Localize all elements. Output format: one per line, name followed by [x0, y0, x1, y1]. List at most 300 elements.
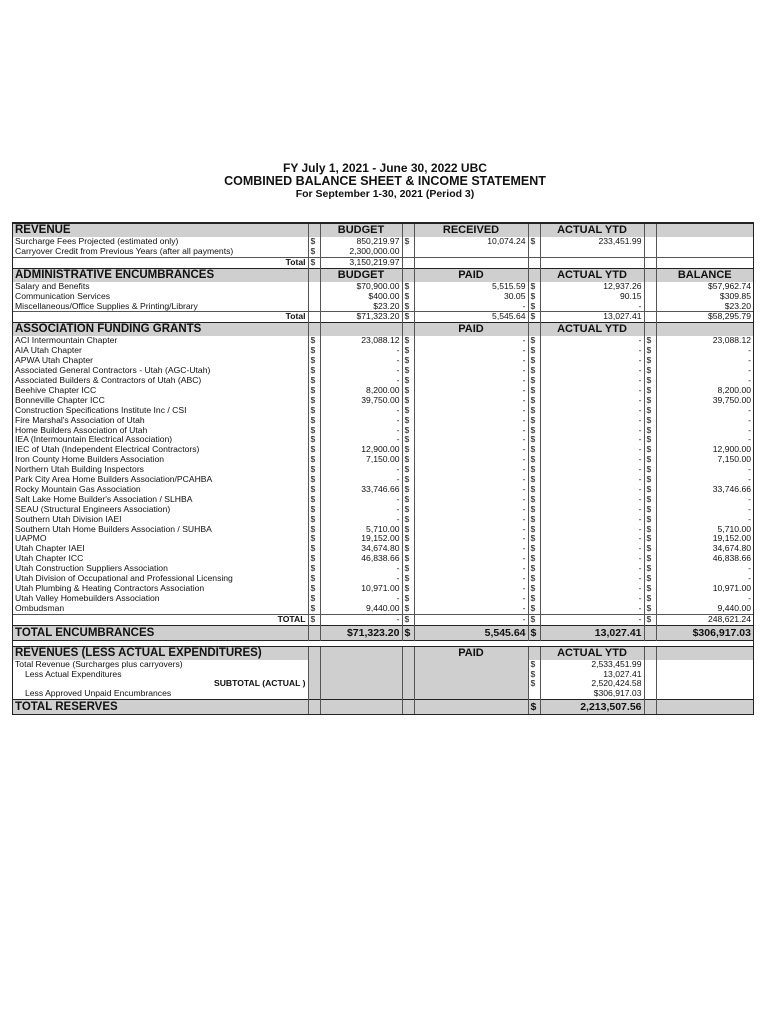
actual-value: -	[540, 435, 644, 445]
dollar-sign: $	[644, 455, 656, 465]
row-label: Utah Chapter IAEI	[15, 544, 85, 554]
total-encumbrances-actual: 13,027.41	[540, 625, 644, 640]
rle-header	[13, 646, 753, 660]
dollar-sign: $	[644, 426, 656, 436]
dollar-sign: $	[528, 356, 540, 366]
cell	[402, 323, 414, 337]
actual-value: 2,520,424.58	[540, 679, 644, 689]
actual-value: 90.15	[540, 292, 644, 302]
dollar-sign: $	[644, 366, 656, 376]
dollar-sign: $	[402, 302, 414, 312]
dollar-sign: $	[402, 515, 414, 525]
dollar-sign: $	[528, 505, 540, 515]
table-row	[13, 660, 753, 670]
cell	[414, 660, 528, 670]
total-encumbrances-balance: $306,917.03	[656, 625, 753, 640]
cell	[656, 646, 753, 660]
dollar-sign: $	[528, 376, 540, 386]
paid-value: -	[414, 475, 528, 485]
actual-value: -	[540, 515, 644, 525]
actual-value: -	[540, 485, 644, 495]
row-label: Rocky Mountain Gas Association	[15, 484, 141, 494]
balance-value: -	[656, 356, 753, 366]
dollar-sign: $	[528, 534, 540, 544]
budget-value: 10,971.00	[320, 584, 402, 594]
dollar-sign: $	[308, 237, 320, 247]
budget-value: -	[320, 505, 402, 515]
total-balance-value: 248,621.24	[656, 614, 753, 625]
budget-value: -	[320, 416, 402, 426]
dollar-sign: $	[402, 534, 414, 544]
cell	[656, 247, 753, 257]
section-title: ADMINISTRATIVE ENCUMBRANCES	[13, 268, 308, 282]
actual-value	[540, 247, 644, 257]
dollar-sign	[528, 689, 540, 699]
total-label: Total	[13, 257, 308, 268]
budget-value: -	[320, 435, 402, 445]
balance-value: 10,971.00	[656, 584, 753, 594]
total-budget-value: $71,323.20	[320, 312, 402, 323]
row-label: APWA Utah Chapter	[15, 356, 94, 366]
dollar-sign	[402, 247, 414, 257]
dollar-sign: $	[528, 679, 540, 689]
row-label: AIA Utah Chapter	[15, 346, 82, 356]
dollar-sign: $	[402, 455, 414, 465]
balance-value: -	[656, 406, 753, 416]
dollar-sign: $	[402, 312, 414, 323]
actual-value: -	[540, 376, 644, 386]
total-encumbrances-label: TOTAL ENCUMBRANCES	[13, 625, 308, 640]
dollar-sign: $	[644, 376, 656, 386]
cell	[644, 660, 656, 670]
paid-value: -	[414, 386, 528, 396]
paid-value: -	[414, 346, 528, 356]
dollar-sign: $	[644, 475, 656, 485]
table-row	[13, 376, 753, 386]
dollar-sign: $	[528, 396, 540, 406]
table-row	[13, 554, 753, 564]
dollar-sign: $	[528, 700, 540, 715]
budget-value: 33,746.66	[320, 485, 402, 495]
column-header-actual-ytd: ACTUAL YTD	[540, 224, 644, 238]
total-reserves-value: 2,213,507.56	[540, 700, 644, 715]
cell	[414, 679, 528, 689]
cell	[414, 257, 528, 268]
cell	[320, 646, 402, 660]
dollar-sign: $	[528, 282, 540, 292]
dollar-sign: $	[528, 292, 540, 302]
table-row	[13, 564, 753, 574]
dollar-sign: $	[308, 435, 320, 445]
dollar-sign: $	[308, 445, 320, 455]
dollar-sign: $	[644, 346, 656, 356]
dollar-sign: $	[644, 515, 656, 525]
dollar-sign: $	[644, 336, 656, 346]
paid-value: -	[414, 336, 528, 346]
dollar-sign: $	[308, 336, 320, 346]
cell	[308, 224, 320, 238]
column-header-actual-ytd: ACTUAL YTD	[540, 323, 644, 337]
cell	[308, 292, 320, 302]
dollar-sign: $	[308, 465, 320, 475]
balance-value: -	[656, 475, 753, 485]
cell	[528, 323, 540, 337]
cell	[644, 247, 656, 257]
paid-value: -	[414, 554, 528, 564]
dollar-sign: $	[644, 505, 656, 515]
dollar-sign: $	[308, 534, 320, 544]
dollar-sign: $	[308, 257, 320, 268]
actual-value: -	[540, 505, 644, 515]
table-row	[13, 416, 753, 426]
paid-value: -	[414, 495, 528, 505]
actual-value: -	[540, 386, 644, 396]
column-header-balance: BALANCE	[656, 268, 753, 282]
cell	[528, 257, 540, 268]
cell	[320, 323, 402, 337]
cell	[528, 224, 540, 238]
cell	[308, 302, 320, 312]
balance-value: -	[656, 366, 753, 376]
dollar-sign: $	[402, 614, 414, 625]
dollar-sign: $	[402, 376, 414, 386]
dollar-sign: $	[528, 574, 540, 584]
row-label: Utah Construction Suppliers Association	[15, 564, 168, 574]
row-label: Utah Division of Occupational and Professional Licensing	[15, 574, 233, 584]
cell	[402, 700, 414, 715]
cell	[656, 660, 753, 670]
total-reserves-row	[13, 700, 753, 715]
actual-value: 2,533,451.99	[540, 660, 644, 670]
dollar-sign: $	[308, 485, 320, 495]
dollar-sign: $	[528, 485, 540, 495]
grants-total-row	[13, 614, 753, 625]
received-value	[414, 247, 528, 257]
paid-value: -	[414, 302, 528, 312]
dollar-sign: $	[308, 247, 320, 257]
report-title-statement: COMBINED BALANCE SHEET & INCOME STATEMENT	[224, 174, 546, 188]
budget-value: 19,152.00	[320, 534, 402, 544]
cell	[644, 224, 656, 238]
balance-value: 12,900.00	[656, 445, 753, 455]
cell	[402, 660, 414, 670]
dollar-sign: $	[528, 302, 540, 312]
cell	[320, 679, 402, 689]
actual-value: -	[540, 574, 644, 584]
table-row	[13, 445, 753, 455]
row-label: Bonneville Chapter ICC	[15, 395, 105, 405]
balance-value: -	[656, 505, 753, 515]
paid-value: -	[414, 604, 528, 614]
dollar-sign: $	[402, 282, 414, 292]
actual-value: -	[540, 534, 644, 544]
budget-value: -	[320, 495, 402, 505]
report-title-period: For September 1-30, 2021 (Period 3)	[295, 188, 475, 200]
paid-value: 30.05	[414, 292, 528, 302]
budget-value: -	[320, 564, 402, 574]
dollar-sign: $	[308, 525, 320, 535]
dollar-sign: $	[308, 386, 320, 396]
dollar-sign: $	[644, 544, 656, 554]
dollar-sign: $	[402, 465, 414, 475]
paid-value: -	[414, 406, 528, 416]
actual-value: -	[540, 604, 644, 614]
dollar-sign: $	[308, 594, 320, 604]
actual-value: -	[540, 302, 644, 312]
dollar-sign: $	[402, 336, 414, 346]
paid-value: -	[414, 396, 528, 406]
budget-value: $70,900.00	[320, 282, 402, 292]
table-row	[13, 455, 753, 465]
dollar-sign: $	[308, 416, 320, 426]
dollar-sign: $	[402, 564, 414, 574]
dollar-sign: $	[402, 435, 414, 445]
actual-value: -	[540, 594, 644, 604]
total-actual-value: -	[540, 614, 644, 625]
table-row	[13, 336, 753, 346]
actual-value: -	[540, 584, 644, 594]
cell	[656, 323, 753, 337]
dollar-sign: $	[308, 406, 320, 416]
cell	[644, 646, 656, 660]
dollar-sign: $	[644, 525, 656, 535]
budget-value: -	[320, 406, 402, 416]
actual-value: -	[540, 495, 644, 505]
total-balance-value: $58,295.79	[656, 312, 753, 323]
column-header-actual-ytd: ACTUAL YTD	[540, 268, 644, 282]
dollar-sign: $	[402, 554, 414, 564]
cell	[644, 670, 656, 680]
paid-value: -	[414, 465, 528, 475]
column-header-budget: BUDGET	[320, 224, 402, 238]
dollar-sign: $	[402, 574, 414, 584]
dollar-sign: $	[644, 554, 656, 564]
budget-value: 7,150.00	[320, 455, 402, 465]
table-row	[13, 396, 753, 406]
empty-header-cell	[656, 224, 753, 238]
balance-value: -	[656, 574, 753, 584]
actual-value: -	[540, 465, 644, 475]
dollar-sign: $	[644, 465, 656, 475]
dollar-sign: $	[528, 445, 540, 455]
row-label: Ombudsman	[15, 603, 65, 613]
table-row	[13, 495, 753, 505]
table-row	[13, 386, 753, 396]
dollar-sign: $	[402, 604, 414, 614]
table-row	[13, 689, 753, 699]
total-budget-value: -	[320, 614, 402, 625]
total-encumbrances-budget: $71,323.20	[320, 625, 402, 640]
dollar-sign: $	[528, 670, 540, 680]
cell	[402, 268, 414, 282]
cell	[656, 257, 753, 268]
report-title-block	[0, 162, 770, 201]
balance-value: $57,962.74	[656, 282, 753, 292]
dollar-sign: $	[308, 495, 320, 505]
budget-value: 2,300,000.00	[320, 247, 402, 257]
cell	[644, 237, 656, 247]
balance-value: 7,150.00	[656, 455, 753, 465]
cell	[644, 268, 656, 282]
dollar-sign: $	[402, 386, 414, 396]
table-row	[13, 346, 753, 356]
row-label: Carryover Credit from Previous Years (after all payments)	[15, 246, 234, 256]
actual-value: -	[540, 406, 644, 416]
dollar-sign: $	[528, 386, 540, 396]
cell	[644, 257, 656, 268]
table-row	[13, 544, 753, 554]
paid-value: -	[414, 534, 528, 544]
dollar-sign: $	[402, 505, 414, 515]
balance-sheet	[12, 222, 754, 715]
row-label: Utah Chapter ICC	[15, 554, 84, 564]
cell	[644, 292, 656, 302]
table-row	[13, 505, 753, 515]
budget-value: 12,900.00	[320, 445, 402, 455]
actual-value: -	[540, 336, 644, 346]
row-label: Beehive Chapter ICC	[15, 385, 97, 395]
cell	[308, 700, 320, 715]
dollar-sign: $	[644, 594, 656, 604]
cell	[656, 700, 753, 715]
column-header-received: RECEIVED	[414, 224, 528, 238]
dollar-sign: $	[644, 435, 656, 445]
dollar-sign: $	[528, 614, 540, 625]
balance-value: -	[656, 564, 753, 574]
budget-value: -	[320, 515, 402, 525]
table-row	[13, 302, 753, 312]
dollar-sign: $	[528, 406, 540, 416]
table-row	[13, 292, 753, 302]
dollar-sign: $	[644, 356, 656, 366]
total-encumbrances-row	[13, 625, 753, 640]
paid-value: -	[414, 584, 528, 594]
table-row	[13, 356, 753, 366]
cell	[308, 670, 320, 680]
row-label: Communication Services	[15, 291, 111, 301]
paid-value: -	[414, 594, 528, 604]
row-label: IEC of Utah (Independent Electrical Contractors)	[15, 445, 200, 455]
row-label: Associated Builders & Contractors of Utah (ABC)	[15, 375, 202, 385]
table-row	[13, 406, 753, 416]
budget-value: 850,219.97	[320, 237, 402, 247]
column-header-actual-ytd: ACTUAL YTD	[540, 646, 644, 660]
total-label: TOTAL	[13, 614, 308, 625]
budget-value: 34,674.80	[320, 544, 402, 554]
dollar-sign: $	[402, 356, 414, 366]
balance-value: 39,750.00	[656, 396, 753, 406]
budget-value: -	[320, 574, 402, 584]
dollar-sign: $	[644, 445, 656, 455]
balance-value: -	[656, 495, 753, 505]
budget-value: 39,750.00	[320, 396, 402, 406]
dollar-sign: $	[308, 475, 320, 485]
balance-value: 19,152.00	[656, 534, 753, 544]
dollar-sign: $	[644, 564, 656, 574]
row-label: Park City Area Home Builders Association/PCAHBA	[15, 475, 213, 485]
cell	[308, 646, 320, 660]
row-label: IEA (Intermountain Electrical Association)	[15, 435, 173, 445]
table-row	[13, 465, 753, 475]
section-title: REVENUES (LESS ACTUAL EXPENDITURES)	[13, 646, 308, 660]
dollar-sign: $	[402, 475, 414, 485]
dollar-sign: $	[402, 594, 414, 604]
dollar-sign: $	[308, 574, 320, 584]
cell	[644, 689, 656, 699]
dollar-sign: $	[402, 237, 414, 247]
row-label: Home Builders Association of Utah	[15, 425, 148, 435]
column-header-budget: BUDGET	[320, 268, 402, 282]
cell	[644, 302, 656, 312]
actual-value: -	[540, 455, 644, 465]
column-header-paid: PAID	[414, 268, 528, 282]
cell	[402, 646, 414, 660]
actual-value: -	[540, 416, 644, 426]
dollar-sign: $	[402, 584, 414, 594]
dollar-sign: $	[402, 485, 414, 495]
revenue-header	[13, 224, 753, 238]
dollar-sign: $	[402, 445, 414, 455]
row-label: Salt Lake Home Builder's Association / SLHBA	[15, 494, 193, 504]
row-label: ACI Intermountain Chapter	[15, 336, 118, 346]
row-label: Surcharge Fees Projected (estimated only)	[15, 237, 179, 246]
table-row	[13, 426, 753, 436]
cell	[320, 689, 402, 699]
actual-value: -	[540, 356, 644, 366]
dollar-sign: $	[402, 346, 414, 356]
dollar-sign: $	[528, 465, 540, 475]
row-label: Construction Specifications Institute Inc / CSI	[15, 405, 187, 415]
dollar-sign: $	[528, 336, 540, 346]
total-paid-value: 5,545.64	[414, 312, 528, 323]
cell	[644, 679, 656, 689]
dollar-sign: $	[402, 544, 414, 554]
dollar-sign: $	[528, 475, 540, 485]
total-paid-value: -	[414, 614, 528, 625]
total-label: Total	[13, 312, 308, 323]
paid-value: -	[414, 455, 528, 465]
dollar-sign: $	[402, 416, 414, 426]
dollar-sign: $	[644, 574, 656, 584]
budget-value: -	[320, 475, 402, 485]
paid-value: -	[414, 564, 528, 574]
cell	[656, 689, 753, 699]
dollar-sign: $	[528, 554, 540, 564]
balance-value: -	[656, 435, 753, 445]
cell	[308, 268, 320, 282]
dollar-sign: $	[308, 554, 320, 564]
actual-value: 12,937.26	[540, 282, 644, 292]
dollar-sign: $	[528, 544, 540, 554]
dollar-sign: $	[528, 525, 540, 535]
section-title: REVENUE	[13, 224, 308, 238]
row-label: Southern Utah Home Builders Association / SUHBA	[15, 524, 212, 534]
paid-value: -	[414, 426, 528, 436]
cell	[308, 282, 320, 292]
dollar-sign: $	[308, 584, 320, 594]
dollar-sign: $	[644, 604, 656, 614]
dollar-sign: $	[308, 356, 320, 366]
dollar-sign: $	[402, 525, 414, 535]
table-row	[13, 534, 753, 544]
actual-value: -	[540, 544, 644, 554]
balance-value: 46,838.66	[656, 554, 753, 564]
budget-value: -	[320, 376, 402, 386]
actual-value: -	[540, 346, 644, 356]
balance-value: -	[656, 465, 753, 475]
row-label: SUBTOTAL (ACTUAL )	[213, 679, 306, 689]
balance-value: $309.85	[656, 292, 753, 302]
